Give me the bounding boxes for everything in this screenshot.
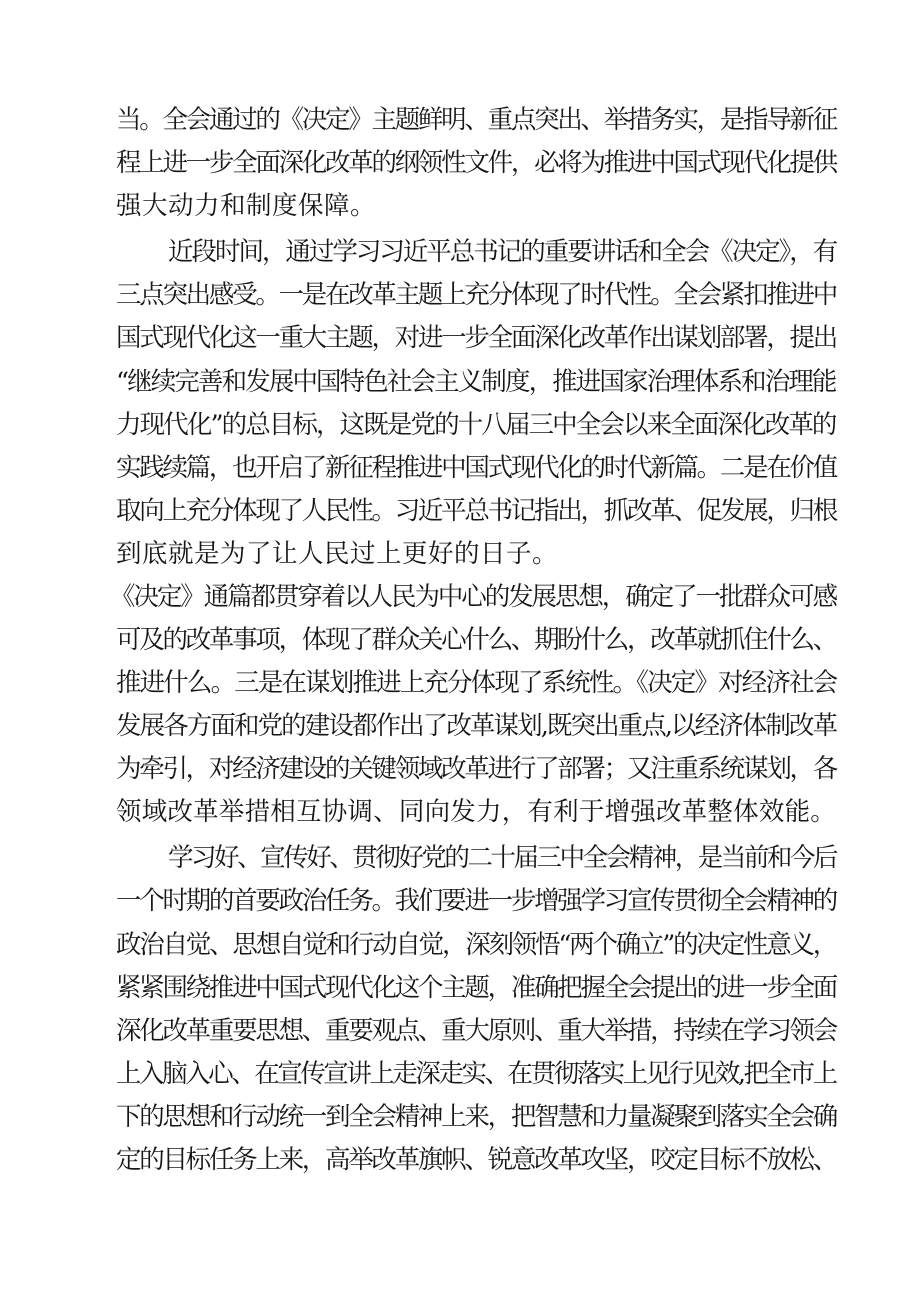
text-line: 取向上充分体现了人民性。习近平总书记指出，抓改革、促发展，归根 — [116, 496, 837, 526]
text-line: 发展各方面和党的建设都作出了改革谋划,既突出重点,以经济体制改革 — [116, 711, 837, 741]
text-line: 当。全会通过的《决定》主题鲜明、重点突出、举措务实，是指导新征 — [116, 105, 837, 135]
text-line: “继续完善和发展中国特色社会主义制度，推进国家治理体系和治理能 — [116, 367, 836, 397]
text-line: 近段时间，通过学习习近平总书记的重要讲话和全会《决定》，有 — [168, 237, 837, 267]
text-line: 深化改革重要思想、重要观点、重大原则、重大举措，持续在学习领会 — [116, 1016, 837, 1046]
text-line: 一个时期的首要政治任务。我们要进一步增强学习宣传贯彻全会精神的 — [116, 886, 837, 916]
text-line: 力现代化”的总目标，这既是党的十八届三中全会以来全面深化改革的 — [116, 410, 836, 440]
text-line: 程上进一步全面深化改革的纲领性文件，必将为推进中国式现代化提供 — [116, 148, 837, 178]
text-line: 政治自觉、思想自觉和行动自觉，深刻领悟“两个确立”的决定性意义， — [116, 930, 837, 960]
text-line: 强大动力和制度保障。 — [116, 191, 377, 221]
text-line: 下的思想和行动统一到全会精神上来，把智慧和力量凝聚到落实全会确 — [116, 1102, 837, 1132]
text-line: 实践续篇，也开启了新征程推进中国式现代化的时代新篇。二是在价值 — [116, 453, 837, 483]
text-line: 为牵引，对经济建设的关键领域改革进行了部署；又注重系统谋划，各 — [116, 754, 837, 784]
text-line: 可及的改革事项，体现了群众关心什么、期盼什么，改革就抓住什么、 — [116, 625, 837, 655]
text-line: 领域改革举措相互协调、同向发力，有利于增强改革整体效能。 — [116, 797, 837, 827]
text-line: 学习好、宣传好、贯彻好党的二十届三中全会精神，是当前和今后 — [168, 843, 837, 873]
text-line: 三点突出感受。一是在改革主题上充分体现了时代性。全会紧扣推进中 — [116, 280, 837, 310]
text-line: 紧紧围绕推进中国式现代化这个主题，准确把握全会提出的进一步全面 — [116, 973, 837, 1003]
text-line: 《决定》通篇都贯穿着以人民为中心的发展思想，确定了一批群众可感 — [110, 582, 837, 612]
text-line: 推进什么。三是在谋划推进上充分体现了系统性。《决定》对经济社会 — [116, 668, 837, 698]
text-line: 国式现代化这一重大主题，对进一步全面深化改革作出谋划部署，提出 — [116, 323, 837, 353]
text-line: 定的目标任务上来，高举改革旗帜、锐意改革攻坚，咬定目标不放松、 — [116, 1145, 837, 1175]
text-line: 到底就是为了让人民过上更好的日子。 — [116, 539, 559, 569]
text-line: 上入脑入心、在宣传宣讲上走深走实、在贯彻落实上见行见效,把全市上 — [116, 1059, 836, 1089]
